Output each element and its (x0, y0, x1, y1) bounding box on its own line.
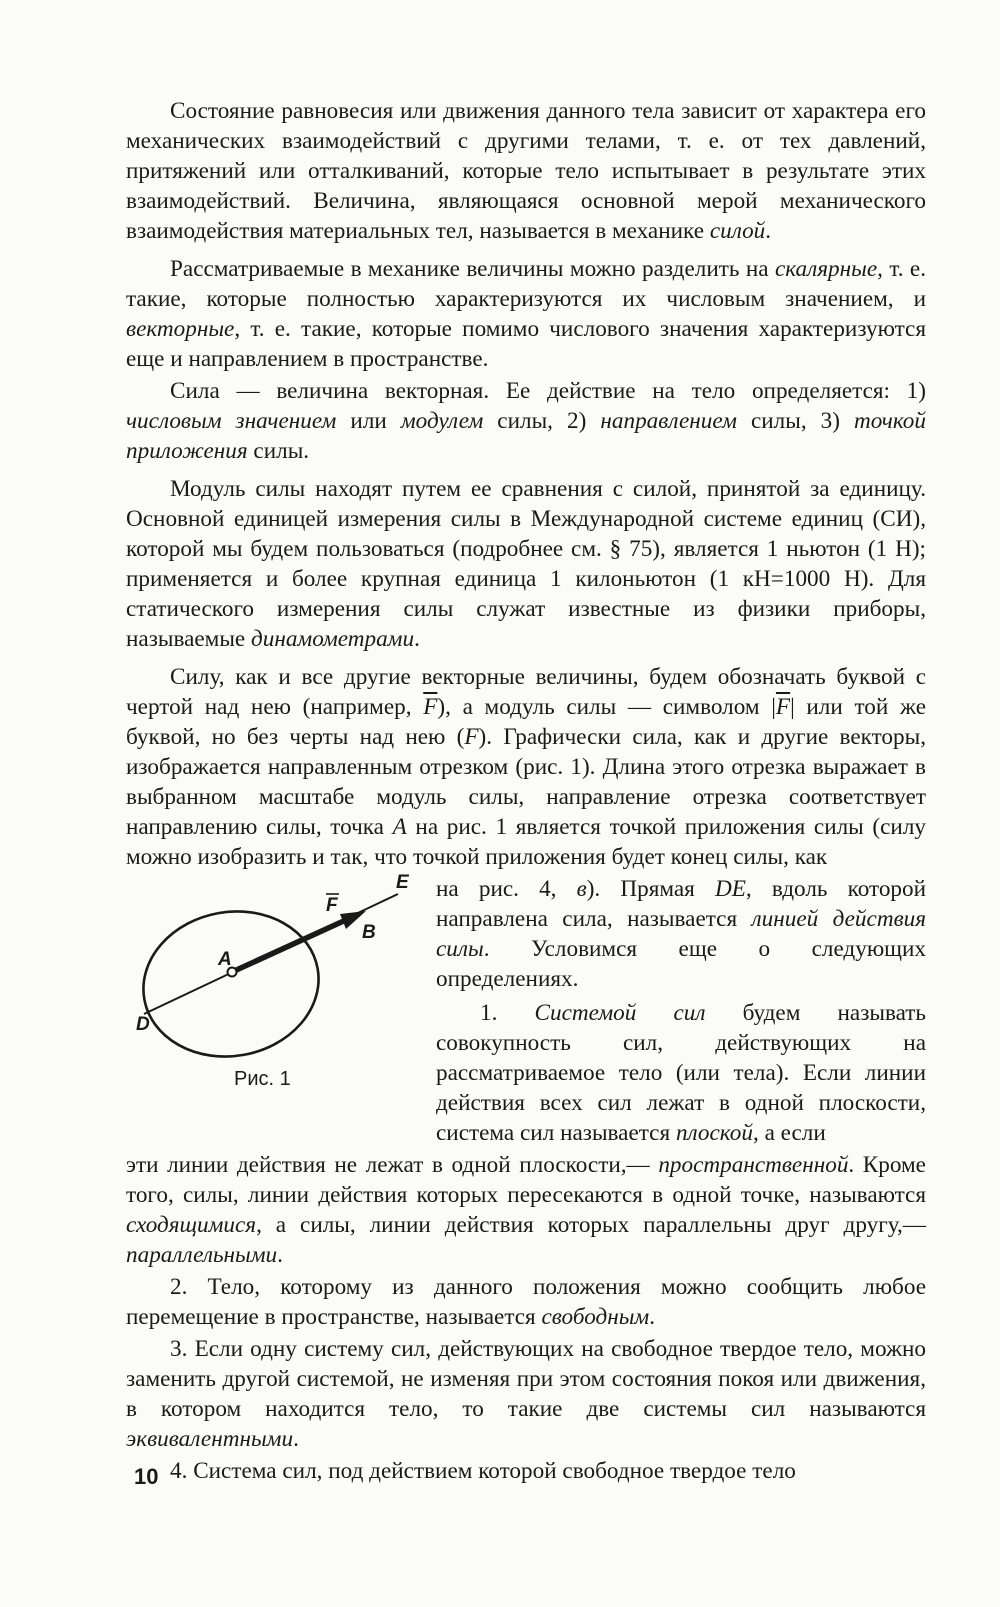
text: . (293, 1426, 299, 1452)
term-dynamometer: динамометрами (251, 626, 415, 652)
label-b: B (362, 922, 376, 943)
paragraph-10 (126, 1334, 926, 1454)
term: числовым значением (126, 408, 337, 434)
text: на рис. 4, (436, 876, 577, 902)
text: Модуль силы находят путем ее сравнения с силой, принятой за единицу. Основной единицей измерения силы в Международной системе единиц (СИ), которой мы будем пользоваться (подробнее см. § 75), является 1 ньютон (1 Н); применяется и более крупная единица 1 килоньютон (1 кН=1000 Н). Для статического измерения силы служат известные из физики приборы, называемые (126, 476, 926, 652)
text: 4. Система сил, под действием которой свободное твердое тело (170, 1458, 796, 1484)
page-content (126, 96, 926, 1488)
text: . (414, 626, 420, 652)
symbol-f-vector: $\overline{F}$ (775, 694, 791, 720)
text: 2. Тело, которому из данного положения можно сообщить любое перемещение в пространстве, называется (126, 1274, 926, 1330)
symbol-de: DE (715, 876, 746, 902)
label-f: F (326, 895, 338, 916)
text: . Условимся еще о следующих определениях. (436, 936, 926, 992)
figure-row (126, 874, 926, 1150)
term-spatial: пространственной (658, 1152, 849, 1178)
paragraph-7 (436, 998, 926, 1148)
text: на рис. 1 является точкой приложения силы (силу можно изобразить и так, что точкой приложения будет конец силы, как (126, 814, 926, 870)
text: силы, 2) (483, 408, 601, 434)
text: или (336, 408, 401, 434)
text: Состояние равновесия или движения данного тела зависит от характера его механических взаимодействий с другими телами, т. е. от тех давлений, притяжений или отталкиваний, которые тело испытывает в результате этих взаимодействий. Величина, являющаяся основной мерой механического взаимодействия материальных тел, называется в механике (126, 98, 926, 244)
term-system-of-forces: Системой сил (534, 1000, 706, 1026)
figure-1 (126, 874, 436, 1104)
text: эти линии действия не лежат в одной плоскости,— (126, 1152, 659, 1178)
term-parallel: параллельными (126, 1242, 278, 1268)
paragraph-5 (126, 662, 926, 872)
text: , вдоль которой направлена сила, называется (436, 876, 927, 932)
term-line-of-action: линией действия силы (436, 906, 927, 962)
term-scalar: скалярные (774, 256, 878, 282)
text: ). Графически сила, как и другие векторы, изображается направленным отрезком (рис. 1). Длина этого отрезка выражает в выбранном масштабе модуль силы, направление отрезка соответствует направлению силы, точка (126, 724, 926, 840)
text: будем называть совокупность сил, действующих на рассматриваемое тело (или тела). Если линии действия всех сил лежат в одной плоскости, система сил называется (436, 1000, 927, 1146)
paragraph-4 (126, 474, 926, 654)
text: в (576, 876, 587, 902)
text: Силу, как и все другие векторные величины, будем обозначать буквой с чертой над нею (например, (126, 664, 926, 720)
text: 3. Если одну систему сил, действующих на свободное твердое тело, можно заменить другой системой, не изменяя при этом состояния покоя или движения, в котором находится тело, то такие две системы сил называются (126, 1336, 926, 1422)
term: модулем (400, 408, 484, 434)
term-sila: силой (709, 218, 766, 244)
text: . (277, 1242, 283, 1268)
text: Сила — величина векторная. Ее действие на тело определяется: 1) (170, 378, 926, 404)
text: силы, 3) (736, 408, 855, 434)
text: , т. е. такие, которые помимо числового значения характеризуются еще и направлением в пространстве. (126, 316, 926, 372)
text: ). Прямая (586, 876, 715, 902)
paragraph-1 (126, 96, 926, 246)
term-concurrent: сходящимися (126, 1212, 257, 1238)
text: , т. е. такие, которые полностью характеризуются их числовым значением, и (126, 256, 926, 312)
symbol-f: F (464, 724, 479, 750)
paragraph-2 (126, 254, 926, 374)
body-outline (132, 898, 330, 1070)
label-a: A (218, 949, 232, 970)
term-equivalent: эквивалентными (126, 1426, 294, 1452)
paragraph-11 (126, 1456, 926, 1486)
text: 1. (480, 1000, 535, 1026)
term-vector: векторные (126, 316, 235, 342)
label-d: D (136, 1014, 150, 1035)
paragraph-3 (126, 376, 926, 466)
page-number: 10 (134, 1464, 159, 1489)
symbol-a: A (392, 814, 407, 840)
label-e: E (396, 874, 409, 893)
text: . (649, 1304, 656, 1330)
text: Рассматриваемые в механике величины можно разделить на (170, 256, 775, 282)
symbol-f-vector: $\overline{F}$ (423, 694, 438, 720)
paragraph-6 (436, 874, 926, 994)
text: | или той же буквой, но без черты над нею ( (126, 694, 926, 750)
text: . (765, 218, 772, 244)
text: ), а модуль силы — символом | (437, 694, 776, 720)
term: точкой приложения (126, 408, 926, 464)
term-planar: плоской (675, 1120, 753, 1146)
term-free: свободным (541, 1304, 650, 1330)
term: направлением (600, 408, 737, 434)
text: . Кроме того, силы, линии действия которых пересекаются в одной точке, называются (126, 1152, 926, 1208)
figure-caption: Рис. 1 (234, 1068, 291, 1090)
figure-side-text (436, 874, 926, 1150)
text: , а если (752, 1120, 826, 1146)
text: силы. (247, 438, 310, 464)
paragraph-8 (126, 1150, 926, 1270)
text: , а силы, линии действия которых параллельны друг другу,— (256, 1212, 926, 1238)
paragraph-9 (126, 1272, 926, 1332)
